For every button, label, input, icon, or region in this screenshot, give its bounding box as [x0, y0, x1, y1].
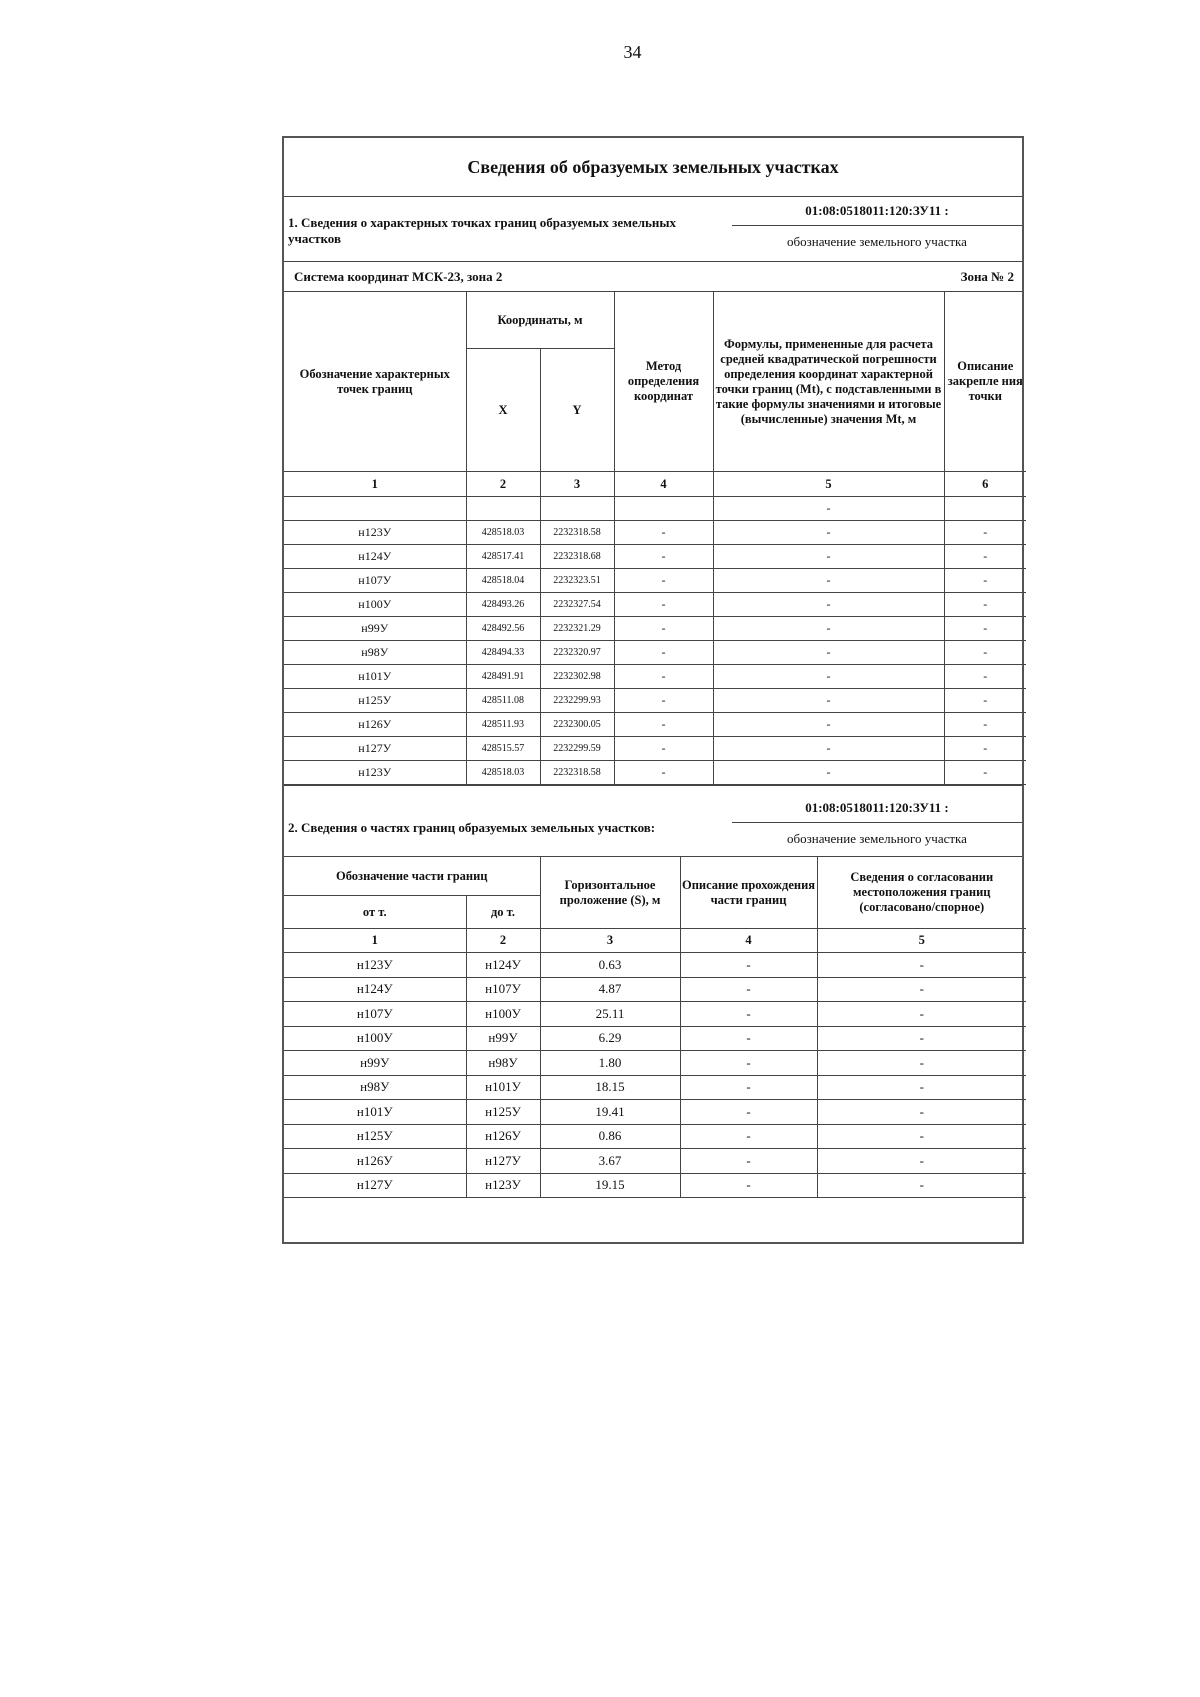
section1-parcel [732, 197, 1022, 250]
cell-formula: - [713, 689, 944, 713]
cell-y: 2232323.51 [540, 569, 614, 593]
section2-header [284, 785, 1022, 857]
cell-y: 2232299.93 [540, 689, 614, 713]
cell-from: н127У [284, 1173, 466, 1198]
cell-agreement: - [817, 977, 1026, 1002]
colnum: 4 [614, 472, 713, 497]
cell-distance: 3.67 [540, 1149, 680, 1174]
cell-method: - [614, 641, 713, 665]
table-row [284, 545, 1026, 569]
cell-passage: - [680, 1026, 817, 1051]
header-distance: Горизонтальное проложение (S), м [540, 857, 680, 929]
table-row [284, 1002, 1026, 1027]
cell-x: 428491.91 [466, 665, 540, 689]
cell-agreement: - [817, 953, 1026, 978]
table-row [284, 1075, 1026, 1100]
cell-point: н127У [284, 737, 466, 761]
table-row [284, 665, 1026, 689]
table-cell [944, 497, 1026, 521]
header-desc: Описание закрепле ния точки [944, 292, 1026, 472]
table-row [284, 713, 1026, 737]
table-row [284, 569, 1026, 593]
cell-distance: 18.15 [540, 1075, 680, 1100]
cell-distance: 0.63 [540, 953, 680, 978]
section1-header [284, 197, 1022, 262]
cell-distance: 25.11 [540, 1002, 680, 1027]
cell-method: - [614, 617, 713, 641]
cell-distance: 4.87 [540, 977, 680, 1002]
table-row [284, 641, 1026, 665]
cell-distance: 6.29 [540, 1026, 680, 1051]
cell-agreement: - [817, 1051, 1026, 1076]
cell-formula: - [713, 761, 944, 785]
table-row [284, 1051, 1026, 1076]
colnum: 6 [944, 472, 1026, 497]
cell-point: н98У [284, 641, 466, 665]
parts-table [284, 857, 1026, 1198]
cell-point: н123У [284, 521, 466, 545]
table-row [284, 1026, 1026, 1051]
cell-point: н107У [284, 569, 466, 593]
cell-point: н126У [284, 713, 466, 737]
cell-passage: - [680, 1002, 817, 1027]
table-row [284, 761, 1026, 785]
cell-x: 428515.57 [466, 737, 540, 761]
cell-to: н98У [466, 1051, 540, 1076]
cell-to: н127У [466, 1149, 540, 1174]
cell-to: н123У [466, 1173, 540, 1198]
cell-to: н125У [466, 1100, 540, 1125]
cell-from: н123У [284, 953, 466, 978]
cell-distance: 19.41 [540, 1100, 680, 1125]
cell-desc: - [944, 593, 1026, 617]
cell-passage: - [680, 1051, 817, 1076]
cell-formula: - [713, 665, 944, 689]
zone-label: Зона № 2 [960, 268, 1014, 284]
colnum: 1 [284, 929, 466, 953]
cell-formula: - [713, 593, 944, 617]
cell-x: 428518.03 [466, 521, 540, 545]
cell-distance: 0.86 [540, 1124, 680, 1149]
cell-distance: 19.15 [540, 1173, 680, 1198]
cell-from: н107У [284, 1002, 466, 1027]
points-table [284, 292, 1026, 785]
coord-system-line [284, 262, 1022, 292]
cell-x: 428518.04 [466, 569, 540, 593]
cell-desc: - [944, 617, 1026, 641]
cell-to: н126У [466, 1124, 540, 1149]
page-number: 34 [623, 42, 642, 62]
cell-distance: 1.80 [540, 1051, 680, 1076]
cell-agreement: - [817, 1173, 1026, 1198]
colnum: 5 [713, 472, 944, 497]
table-row [284, 617, 1026, 641]
cell-formula: - [713, 617, 944, 641]
cell-desc: - [944, 761, 1026, 785]
cell-passage: - [680, 1075, 817, 1100]
cell-point: н101У [284, 665, 466, 689]
cell-to: н99У [466, 1026, 540, 1051]
table-cell: - [713, 497, 944, 521]
section1-parcel-code: 01:08:0518011:120:ЗУ11 : [732, 197, 1022, 226]
cell-x: 428511.93 [466, 713, 540, 737]
colnum: 1 [284, 472, 466, 497]
cell-x: 428518.03 [466, 761, 540, 785]
section2-parcel [732, 796, 1022, 847]
cell-y: 2232299.59 [540, 737, 614, 761]
cell-passage: - [680, 1173, 817, 1198]
header-to: до т. [466, 896, 540, 929]
cell-y: 2232327.54 [540, 593, 614, 617]
cell-point: н100У [284, 593, 466, 617]
colnum: 5 [817, 929, 1026, 953]
cell-desc: - [944, 665, 1026, 689]
cell-point: н125У [284, 689, 466, 713]
cell-to: н124У [466, 953, 540, 978]
table-cell [540, 497, 614, 521]
cell-y: 2232318.58 [540, 761, 614, 785]
cell-x: 428494.33 [466, 641, 540, 665]
cell-x: 428517.41 [466, 545, 540, 569]
cell-desc: - [944, 569, 1026, 593]
cell-x: 428511.08 [466, 689, 540, 713]
cell-formula: - [713, 737, 944, 761]
colnum: 2 [466, 929, 540, 953]
cell-desc: - [944, 713, 1026, 737]
cell-method: - [614, 521, 713, 545]
cell-y: 2232320.97 [540, 641, 614, 665]
cell-agreement: - [817, 1100, 1026, 1125]
cell-to: н101У [466, 1075, 540, 1100]
section1-parcel-caption: обозначение земельного участка [787, 234, 967, 249]
coord-system: Система координат МСК-23, зона 2 [294, 268, 503, 284]
table-cell [284, 497, 466, 521]
cell-formula: - [713, 569, 944, 593]
section1-heading: 1. Сведения о характерных точках границ образуемых земельных участков [288, 215, 677, 246]
section2-parcel-code: 01:08:0518011:120:ЗУ11 : [732, 796, 1022, 823]
cell-agreement: - [817, 1002, 1026, 1027]
cell-desc: - [944, 545, 1026, 569]
section2-parcel-caption: обозначение земельного участка [787, 831, 967, 846]
table-cell [466, 497, 540, 521]
cell-desc: - [944, 641, 1026, 665]
header-point: Обозначение характерных точек границ [284, 292, 466, 472]
table-row [284, 1173, 1026, 1198]
cell-method: - [614, 545, 713, 569]
cell-passage: - [680, 1149, 817, 1174]
table-row [284, 953, 1026, 978]
header-method: Метод определения координат [614, 292, 713, 472]
cell-to: н107У [466, 977, 540, 1002]
cell-method: - [614, 713, 713, 737]
cell-y: 2232302.98 [540, 665, 614, 689]
header-coords: Координаты, м [466, 292, 614, 349]
cell-from: н99У [284, 1051, 466, 1076]
table-row [284, 689, 1026, 713]
table-row [284, 497, 1026, 521]
cell-formula: - [713, 713, 944, 737]
header-y: Y [540, 349, 614, 472]
cell-method: - [614, 689, 713, 713]
header-agreement: Сведения о согласовании местоположения границ (согласовано/спорное) [817, 857, 1026, 929]
cell-y: 2232318.58 [540, 521, 614, 545]
cell-y: 2232318.68 [540, 545, 614, 569]
cell-from: н101У [284, 1100, 466, 1125]
cell-passage: - [680, 953, 817, 978]
cell-agreement: - [817, 1075, 1026, 1100]
table-row [284, 1149, 1026, 1174]
header-formula: Формулы, примененные для расчета средней квадратической погрешности определения координат характерной точки границ (Mt), с подставленными в такие формулы значениями и итоговые (вычисленные) значения Mt, м [713, 292, 944, 472]
table-cell [614, 497, 713, 521]
cell-desc: - [944, 689, 1026, 713]
cell-x: 428493.26 [466, 593, 540, 617]
section2-heading: 2. Сведения о частях границ образуемых земельных участков: [288, 820, 656, 835]
cell-passage: - [680, 1124, 817, 1149]
header-passage: Описание прохождения части границ [680, 857, 817, 929]
colnum: 3 [540, 929, 680, 953]
header-part: Обозначение части границ [284, 857, 540, 896]
cell-x: 428492.56 [466, 617, 540, 641]
colnum: 2 [466, 472, 540, 497]
cell-to: н100У [466, 1002, 540, 1027]
cell-y: 2232321.29 [540, 617, 614, 641]
cell-y: 2232300.05 [540, 713, 614, 737]
cell-from: н98У [284, 1075, 466, 1100]
cell-agreement: - [817, 1124, 1026, 1149]
table-row [284, 977, 1026, 1002]
cell-agreement: - [817, 1149, 1026, 1174]
cell-formula: - [713, 641, 944, 665]
cell-from: н125У [284, 1124, 466, 1149]
cell-desc: - [944, 737, 1026, 761]
table-row [284, 521, 1026, 545]
form-title: Сведения об образуемых земельных участках [284, 138, 1022, 197]
cell-formula: - [713, 545, 944, 569]
cell-point: н124У [284, 545, 466, 569]
cell-agreement: - [817, 1026, 1026, 1051]
colnum: 4 [680, 929, 817, 953]
colnum: 3 [540, 472, 614, 497]
cell-from: н100У [284, 1026, 466, 1051]
cell-passage: - [680, 977, 817, 1002]
table-row [284, 1124, 1026, 1149]
cell-method: - [614, 761, 713, 785]
table-row [284, 737, 1026, 761]
table-row [284, 1100, 1026, 1125]
cell-point: н123У [284, 761, 466, 785]
cell-from: н126У [284, 1149, 466, 1174]
cell-method: - [614, 737, 713, 761]
header-from: от т. [284, 896, 466, 929]
bottom-empty-row [284, 1198, 1022, 1230]
cell-point: н99У [284, 617, 466, 641]
cell-passage: - [680, 1100, 817, 1125]
cell-method: - [614, 593, 713, 617]
table-row [284, 593, 1026, 617]
cell-from: н124У [284, 977, 466, 1002]
cell-formula: - [713, 521, 944, 545]
cell-method: - [614, 569, 713, 593]
header-x: X [466, 349, 540, 472]
cell-desc: - [944, 521, 1026, 545]
document-form [282, 136, 1024, 1244]
cell-method: - [614, 665, 713, 689]
